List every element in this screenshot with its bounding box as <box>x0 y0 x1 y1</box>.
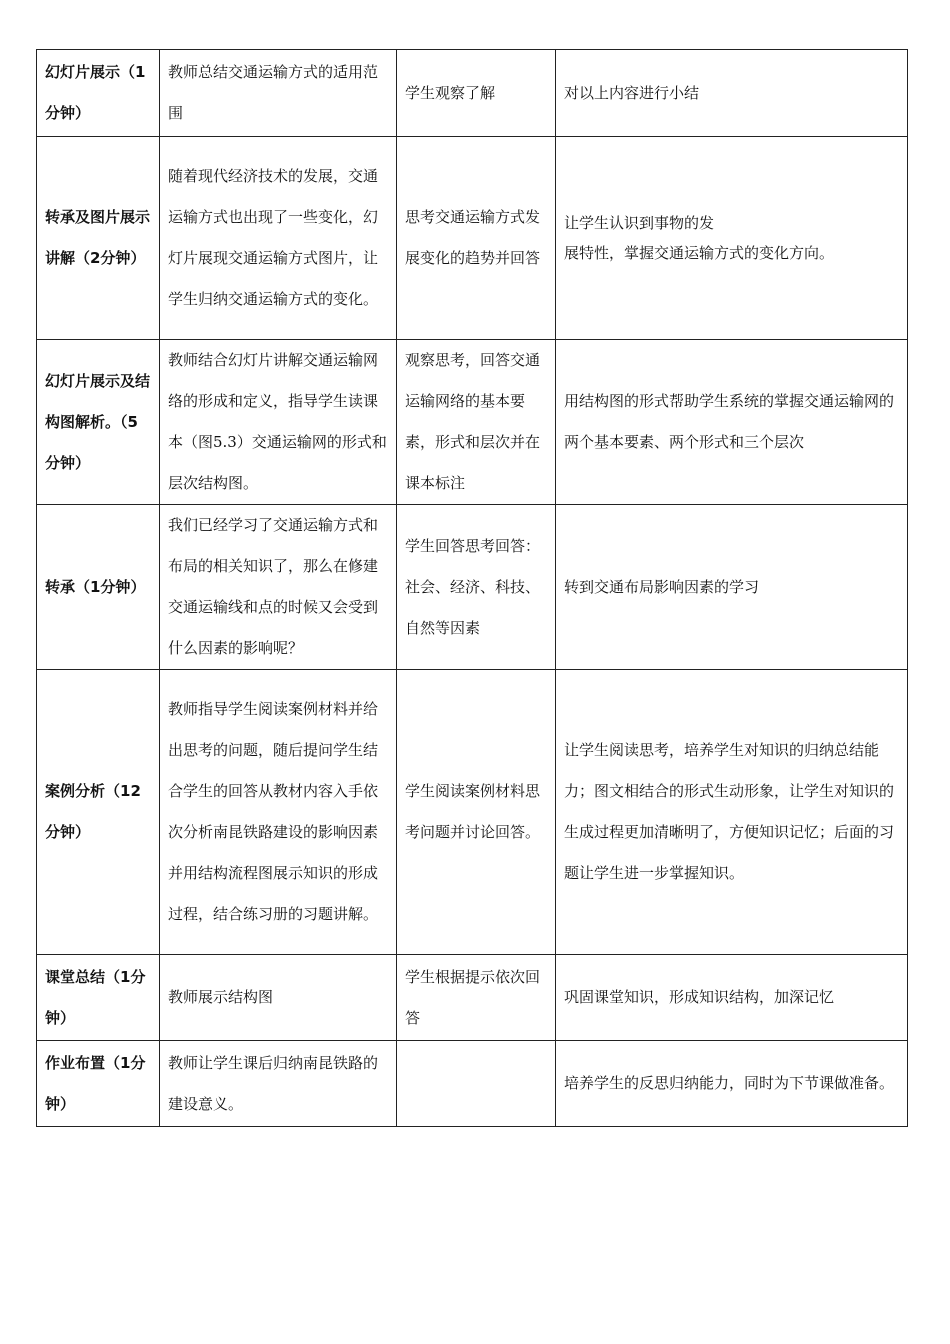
design-intent-cell <box>556 505 908 670</box>
student-activity-cell <box>397 955 556 1041</box>
student-activity-text: 学生观察了解 <box>405 83 496 102</box>
stage-cell <box>37 137 160 340</box>
teacher-activity-cell <box>160 50 397 137</box>
table-row <box>37 670 908 955</box>
teacher-activity-cell <box>160 670 397 955</box>
design-intent-cell <box>556 340 908 505</box>
design-intent-cell <box>556 50 908 137</box>
stage-cell <box>37 1041 160 1127</box>
teacher-activity-text: 随着现代经济技术的发展，交通运输方式也出现了一些变化，幻灯片展现交通运输方式图片，让学生归纳交通运输方式的变化。 <box>168 167 379 308</box>
student-activity-cell <box>397 505 556 670</box>
student-activity-cell <box>397 137 556 340</box>
design-intent-text: 巩固课堂知识，形成知识结构，加深记忆 <box>564 988 835 1006</box>
stage-text: 课堂总结（1分钟） <box>45 967 146 1027</box>
stage-text: 转承（1分钟） <box>45 577 146 596</box>
stage-cell <box>37 505 160 670</box>
teacher-activity-cell <box>160 1041 397 1127</box>
teacher-activity-text: 教师指导学生阅读案例材料并给出思考的问题，随后提问学生结合学生的回答从教材内容入手依次分析南昆铁路建设的影响因素并用结构流程图展示知识的形成过程，结合练习册的习题讲解。 <box>168 700 379 923</box>
table-row <box>37 955 908 1041</box>
teacher-activity-text: 教师结合幻灯片讲解交通运输网络的形成和定义，指导学生读课本（图5.3）交通运输网的形式和层次结构图。 <box>168 351 387 492</box>
student-activity-cell <box>397 50 556 137</box>
table-row <box>37 505 908 670</box>
student-activity-text: 思考交通运输方式发展变化的趋势并回答 <box>405 208 541 267</box>
student-activity-text: 学生根据提示依次回答 <box>405 967 541 1027</box>
teacher-activity-cell <box>160 955 397 1041</box>
student-activity-text: 学生回答思考回答：社会、经济、科技、自然等因素 <box>405 536 541 637</box>
design-intent-text: 用结构图的形式帮助学生系统的掌握交通运输网的两个基本要素、两个形式和三个层次 <box>564 392 895 451</box>
teacher-activity-text: 教师展示结构图 <box>168 988 274 1006</box>
student-activity-text: 观察思考，回答交通运输网络的基本要素，形式和层次并在课本标注 <box>405 351 541 492</box>
design-intent-text: 转到交通布局影响因素的学习 <box>564 577 760 596</box>
design-intent-text: 让学生阅读思考，培养学生对知识的归纳总结能力；图文相结合的形式生动形象，让学生对知识的生成过程更加清晰明了，方便知识记忆；后面的习题让学生进一步掌握知识。 <box>564 741 895 882</box>
teacher-activity-text: 我们已经学习了交通运输方式和布局的相关知识了，那么在修建交通运输线和点的时候又会受到什么因素的影响呢？ <box>168 516 379 657</box>
stage-cell <box>37 955 160 1041</box>
teacher-activity-cell <box>160 137 397 340</box>
design-intent-cell <box>556 137 908 340</box>
stage-text: 作业布置（1分钟） <box>45 1053 146 1113</box>
design-intent-text: 让学生认识到事物的发 展特性，掌握交通运输方式的变化方向。 <box>564 214 835 262</box>
stage-text: 幻灯片展示（1分钟） <box>45 63 146 122</box>
teacher-activity-cell <box>160 505 397 670</box>
student-activity-cell <box>397 670 556 955</box>
teacher-activity-cell <box>160 340 397 505</box>
design-intent-text: 培养学生的反思归纳能力，同时为下节课做准备。 <box>564 1074 895 1092</box>
stage-cell <box>37 340 160 505</box>
table-row <box>37 340 908 505</box>
stage-text: 案例分析（12分钟） <box>45 782 141 841</box>
design-intent-cell <box>556 670 908 955</box>
lesson-plan-table <box>36 49 908 1127</box>
table-row <box>37 1041 908 1127</box>
design-intent-cell <box>556 955 908 1041</box>
stage-text: 幻灯片展示及结构图解析。（5分钟） <box>45 371 151 472</box>
student-activity-text: 学生阅读案例材料思考问题并讨论回答。 <box>405 782 541 841</box>
stage-text: 转承及图片展示讲解（2分钟） <box>45 208 151 267</box>
student-activity-cell <box>397 340 556 505</box>
teacher-activity-text: 教师让学生课后归纳南昆铁路的建设意义。 <box>168 1053 379 1113</box>
design-intent-text: 对以上内容进行小结 <box>564 83 700 102</box>
student-activity-cell <box>397 1041 556 1127</box>
stage-cell <box>37 50 160 137</box>
design-intent-cell <box>556 1041 908 1127</box>
table-row <box>37 50 908 137</box>
table-row <box>37 137 908 340</box>
teacher-activity-text: 教师总结交通运输方式的适用范围 <box>168 63 379 122</box>
stage-cell <box>37 670 160 955</box>
